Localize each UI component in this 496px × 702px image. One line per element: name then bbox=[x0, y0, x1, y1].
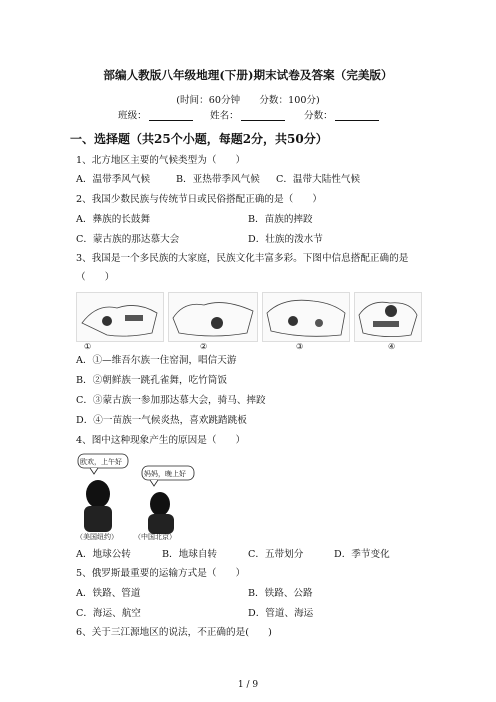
map-label-2: ② bbox=[200, 342, 208, 351]
q6-stem: 6、关于三江源地区的说法，不正确的是( ) bbox=[76, 627, 272, 638]
q3-stem: 3、我国是一个多民族的大家庭，民族文化丰富多彩。下图中信息搭配正确的是 bbox=[76, 253, 409, 264]
score-label: 分数： bbox=[304, 110, 333, 122]
score-field[interactable] bbox=[304, 111, 379, 121]
q1-option-b[interactable]: B．亚热带季风气候 bbox=[176, 174, 260, 185]
q1-stem: 1、北方地区主要的气候类型为（ ） bbox=[76, 155, 246, 166]
class-blank[interactable] bbox=[149, 111, 193, 121]
section-heading: 一、选择题（共25个小题，每题2分，共50分） bbox=[70, 132, 328, 146]
map-4 bbox=[354, 292, 422, 342]
q2-option-d[interactable]: D．壮族的泼水节 bbox=[248, 234, 323, 245]
q5-stem: 5、俄罗斯最重要的运输方式是（ ） bbox=[76, 568, 246, 579]
name-field[interactable] bbox=[210, 111, 285, 121]
score-blank[interactable] bbox=[335, 111, 379, 121]
q4-option-c[interactable]: C．五带划分 bbox=[248, 549, 304, 560]
q4-option-d[interactable]: D．季节变化 bbox=[334, 549, 390, 560]
page-title: 部编人教版八年级地理(下册)期末试卷及答案（完美版） bbox=[103, 68, 393, 82]
q4-option-a[interactable]: A．地球公转 bbox=[76, 549, 131, 560]
class-label: 班级： bbox=[118, 110, 147, 122]
q5-option-d[interactable]: D．管道、海运 bbox=[248, 608, 314, 619]
q1-option-a[interactable]: A．温带季风气候 bbox=[76, 174, 151, 185]
q4-option-b[interactable]: B．地球自转 bbox=[162, 549, 218, 560]
map-2 bbox=[168, 292, 258, 342]
q2-option-a[interactable]: A．彝族的长鼓舞 bbox=[76, 214, 151, 225]
q2-option-c[interactable]: C．蒙古族的那达慕大会 bbox=[76, 234, 180, 245]
q3-stem-paren: （ ） bbox=[76, 272, 115, 283]
caption-beijing: （中国北京） bbox=[134, 533, 176, 541]
q5-option-b[interactable]: B．铁路、公路 bbox=[248, 588, 313, 599]
q5-option-c[interactable]: C．海运、航空 bbox=[76, 608, 141, 619]
q5-option-a[interactable]: A．铁路、管道 bbox=[76, 588, 141, 599]
name-blank[interactable] bbox=[241, 111, 285, 121]
q3-option-a[interactable]: A．①—维吾尔族一住窑洞，唱信天游 bbox=[76, 355, 237, 366]
q1-option-c[interactable]: C．温带大陆性气候 bbox=[276, 174, 361, 185]
map-1 bbox=[76, 292, 164, 342]
map-label-1: ① bbox=[84, 342, 92, 351]
caption-newyork: （美国纽约） bbox=[76, 533, 118, 541]
speech-bubble-2: 妈妈，晚上好 bbox=[144, 470, 186, 478]
name-label: 姓名： bbox=[210, 110, 239, 122]
map-3 bbox=[262, 292, 350, 342]
map-label-4: ④ bbox=[388, 342, 396, 351]
q4-stem: 4、图中这种现象产生的原因是（ ） bbox=[76, 435, 246, 446]
speech-bubble-1: 欧欢，上午好 bbox=[80, 458, 122, 466]
q3-option-c[interactable]: C．③蒙古族一参加那达慕大会，骑马、摔跤 bbox=[76, 395, 266, 406]
q3-option-d[interactable]: D．④一苗族一气候炎热，喜欢跳踏跳板 bbox=[76, 415, 247, 426]
page-number: 1 / 9 bbox=[237, 680, 259, 690]
q2-option-b[interactable]: B．苗族的摔跤 bbox=[248, 214, 313, 225]
q2-stem: 2、我国少数民族与传统节日或民俗搭配正确的是（ ） bbox=[76, 194, 322, 205]
map-label-3: ③ bbox=[296, 342, 304, 351]
class-field[interactable] bbox=[118, 111, 193, 121]
exam-info: (时间：60分钟 分数：100分) bbox=[176, 95, 320, 106]
q3-option-b[interactable]: B．②朝鲜族一跳孔雀舞，吃竹筒饭 bbox=[76, 375, 227, 386]
